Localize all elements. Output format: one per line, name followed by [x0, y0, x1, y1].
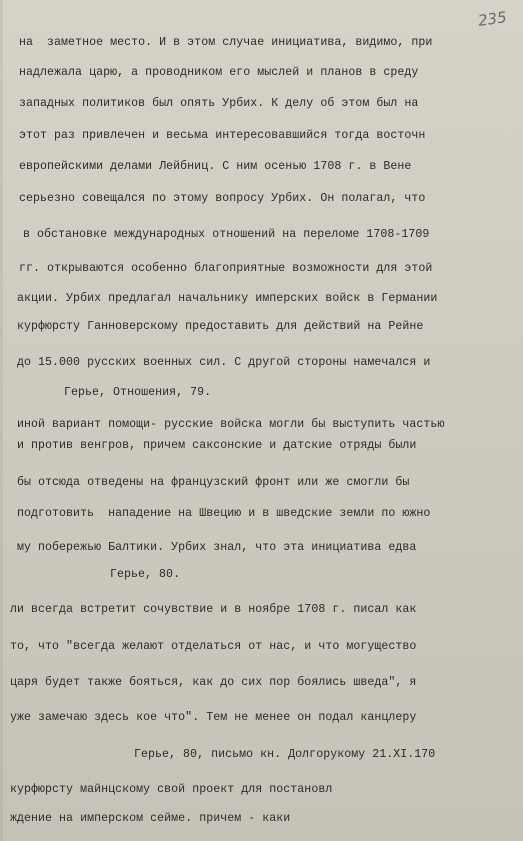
page-left-edge: [0, 0, 3, 841]
text-line: до 15.000 русских военных сил. С другой стороны намечался и: [17, 356, 431, 369]
text-line: и против венгров, причем саксонские и датские отряды были: [17, 439, 417, 452]
text-line: ли всегда встретит сочувствие и в ноябре 1708 г. писал как: [10, 603, 417, 616]
text-line: уже замечаю здесь кое что". Тем не менее он подал канцлеру: [10, 711, 417, 724]
text-line: царя будет также бояться, как до сих пор боялись шведа", я: [10, 676, 417, 689]
text-line: европейскими делами Лейбниц. С ним осенью 1708 г. в Вене: [19, 160, 412, 173]
text-line: ждение на имперском сейме. причем - каки: [10, 812, 291, 825]
text-line: акции. Урбих предлагал начальнику имперских войск в Германии: [17, 292, 438, 305]
page-number: 235: [476, 8, 508, 30]
text-line: иной вариант помощи- русские войска могли бы выступить частью: [17, 418, 445, 431]
text-line: курфюрсту Ганноверскому предоставить для действий на Рейне: [17, 320, 424, 333]
text-line: то, что "всегда желают отделаться от нас, и что могущество: [10, 640, 417, 653]
text-line: бы отсюда отведены на французский фронт или же смогли бы: [17, 476, 410, 489]
text-line: этот раз привлечен и весьма интересовавшийся тогда восточн: [19, 129, 426, 142]
text-line: гг. открываются особенно благоприятные возможности для этой: [19, 262, 433, 275]
text-line: в обстановке международных отношений на переломе 1708-1709: [23, 228, 430, 241]
text-line: подготовить нападение на Швецию и в шведские земли по южно: [17, 507, 431, 520]
text-line: на заметное место. И в этом случае инициатива, видимо, при: [19, 36, 433, 49]
text-line: му побережью Балтики. Урбих знал, что эта инициатива едва: [17, 541, 417, 554]
footnote: Герье, 80.: [110, 568, 181, 581]
text-line: надлежала царю, а проводником его мыслей и планов в среду: [19, 66, 419, 79]
footnote: Герье, Отношения, 79.: [64, 386, 212, 399]
text-line: курфюрсту майнцскому свой проект для постановл: [10, 783, 333, 796]
footnote: Герье, 80, письмо кн. Долгорукому 21.XI.170: [134, 748, 436, 761]
text-line: западных политиков был опять Урбих. К делу об этом был на: [19, 97, 419, 110]
text-line: серьезно совещался по этому вопросу Урбих. Он полагал, что: [19, 192, 426, 205]
